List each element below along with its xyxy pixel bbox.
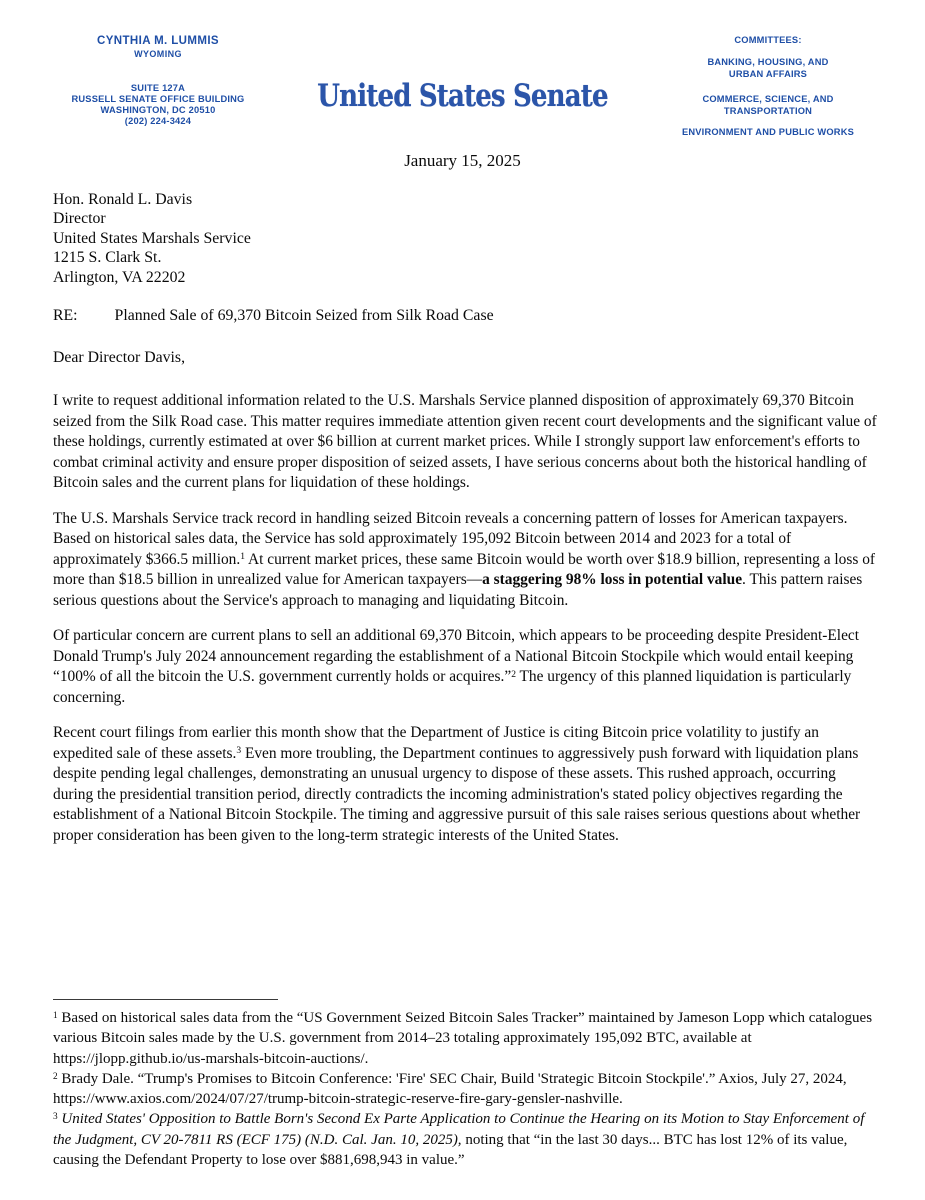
recipient-line: Hon. Ronald L. Davis — [53, 191, 193, 208]
paragraph — [53, 723, 877, 846]
paragraph — [53, 509, 877, 612]
text-segment: At current market prices, these same Bitcoin would be worth over $18.9 billion, representing a loss of more than $18.5 billion in unrealized value for American taxpayers— — [53, 550, 876, 589]
senate-wordmark: United States Senate — [317, 78, 608, 114]
footnotes-block — [53, 999, 877, 1170]
footnote-divider — [53, 999, 278, 1000]
text-segment: noting that “in the last 30 days... BTC has lost 12% of its value, causing the Defendant Property to lose over $881,698,943 in value.” — [53, 1131, 848, 1169]
text-segment: Recent court filings from earlier this month show that the Department of Justice is citing Bitcoin price volatility to justify an expedited sale of these assets. — [53, 724, 819, 762]
subject-line — [53, 306, 877, 327]
recipient-line: 1215 S. Clark St. — [53, 249, 162, 267]
sender-name: CYNTHIA M. LUMMIS — [96, 35, 219, 47]
footnote-marker: 1 — [53, 1010, 58, 1021]
committee-line: COMMERCE, SCIENCE, AND — [702, 94, 834, 104]
sender-address-line: RUSSELL SENATE OFFICE BUILDING — [71, 94, 245, 104]
letter-content — [53, 190, 877, 861]
text-segment: I write to request additional information related to the U.S. Marshals Service planned disposition of approximately 69,370 Bitcoin seized from the Silk Road case. This matter requires immediate attention given recent court developments and the significant value of these holdings, currently estimated at over $6 billion at current market prices. While I strongly support law enforcement's efforts to combat criminal activity and ensure proper disposition of seized assets, I have serious concerns about both the historical handling of Bitcoin sales and the current plans for liquidation of these holdings. — [53, 392, 877, 492]
footnote-marker: 1 — [240, 551, 245, 563]
paragraph — [53, 626, 877, 708]
letter-body — [53, 391, 877, 846]
text-segment: United States' Opposition to Battle Born's Second Ex Parte Application to Continue the Hearing on its Motion to Stay Enforcement of the Judgment, CV 20-7811 RS (ECF 175) (N.D. Cal. Jan. 10, 2025), — [53, 1111, 865, 1148]
footnote-list — [53, 1008, 877, 1170]
footnote-marker: 2 — [511, 668, 516, 680]
text-segment: Of particular concern are current plans to sell an additional 69,370 Bitcoin, which appears to be proceeding despite President-Elect Donald Trump's July 2024 announcement regarding the establishment of a National Bitcoin Stockpile which would entail keeping “100% of all the bitcoin the U.S. government currently holds or acquires.” — [53, 627, 860, 686]
sender-phone: (202) 224-3424 — [124, 116, 192, 126]
text-segment: Even more troubling, the Department continues to aggressively push forward with liquidation plans despite pending legal challenges, demonstrating an unusual urgency to dispose of these assets. This rushed approach, occurring during the presidential transition period, directly contradicts the incoming administration's stated policy objectives regarding the establishment of a National Bitcoin Stockpile. The timing and aggressive pursuit of this sale raises serious questions about whether proper consideration has been given to the long-term strategic interests of the United States. — [53, 744, 861, 844]
committee-line: TRANSPORTATION — [723, 105, 813, 116]
footnote-marker: 3 — [53, 1112, 58, 1123]
committee-line: BANKING, HOUSING, AND — [707, 57, 829, 67]
committees-block — [663, 35, 873, 139]
recipient-line: Director — [53, 210, 106, 228]
sender-address-line: WASHINGTON, DC 20510 — [100, 105, 216, 115]
letter-date: January 15, 2025 — [404, 151, 521, 170]
recipient-line: United States Marshals Service — [53, 229, 251, 247]
sender-address-line: SUITE 127A — [130, 83, 186, 93]
paragraph — [53, 391, 877, 494]
text-segment: The urgency of this planned liquidation is particularly concerning. — [53, 668, 852, 706]
committee-line: ENVIRONMENT AND PUBLIC WORKS — [681, 127, 855, 137]
recipient-line: Arlington, VA 22202 — [53, 268, 186, 286]
footnote-marker: 3 — [236, 745, 242, 757]
text-segment: a staggering 98% loss in potential value — [482, 571, 743, 589]
subject-label: RE: — [53, 307, 78, 325]
text-segment: . This pattern raises serious questions about the Service's approach to managing and liquidating Bitcoin. — [53, 571, 863, 609]
recipient-block — [53, 190, 877, 287]
paragraph — [53, 1069, 877, 1110]
subject-text: Planned Sale of 69,370 Bitcoin Seized from Silk Road Case — [114, 307, 494, 325]
paragraph — [53, 1109, 877, 1170]
salutation: Dear Director Davis, — [53, 348, 186, 366]
text-segment: Based on historical sales data from the “US Government Seized Bitcoin Sales Tracker” maintained by Jameson Lopp which catalogues various Bitcoin sales made by the U.S. government from 2014–23 totaling approximately 195,092 BTC, available at https://jlopp.github.io/us-marshals-bitcoin-auctions/. — [53, 1010, 873, 1067]
footnote-marker: 2 — [53, 1071, 58, 1082]
committees-label: COMMITTEES: — [734, 35, 802, 45]
paragraph — [53, 1008, 877, 1069]
sender-state: WYOMING — [134, 49, 182, 59]
committee-line: URBAN AFFAIRS — [728, 68, 808, 79]
text-segment: Brady Dale. “Trump's Promises to Bitcoin Conference: 'Fire' SEC Chair, Build 'Strategic Bitcoin Stockpile'.” Axios, July 27, 2024, https://www.axios.com/2024/07/27/trump-bitcoin-strategic-reserve-fire-gary-gensler-nashville. — [53, 1070, 847, 1108]
text-segment: The U.S. Marshals Service track record in handling seized Bitcoin reveals a concerning pattern of losses for American taxpayers. Based on historical sales data, the Service has sold approximately 195,092 Bitcoin between 2014 and 2023 for a total of approximately $366.5 million. — [53, 509, 848, 568]
